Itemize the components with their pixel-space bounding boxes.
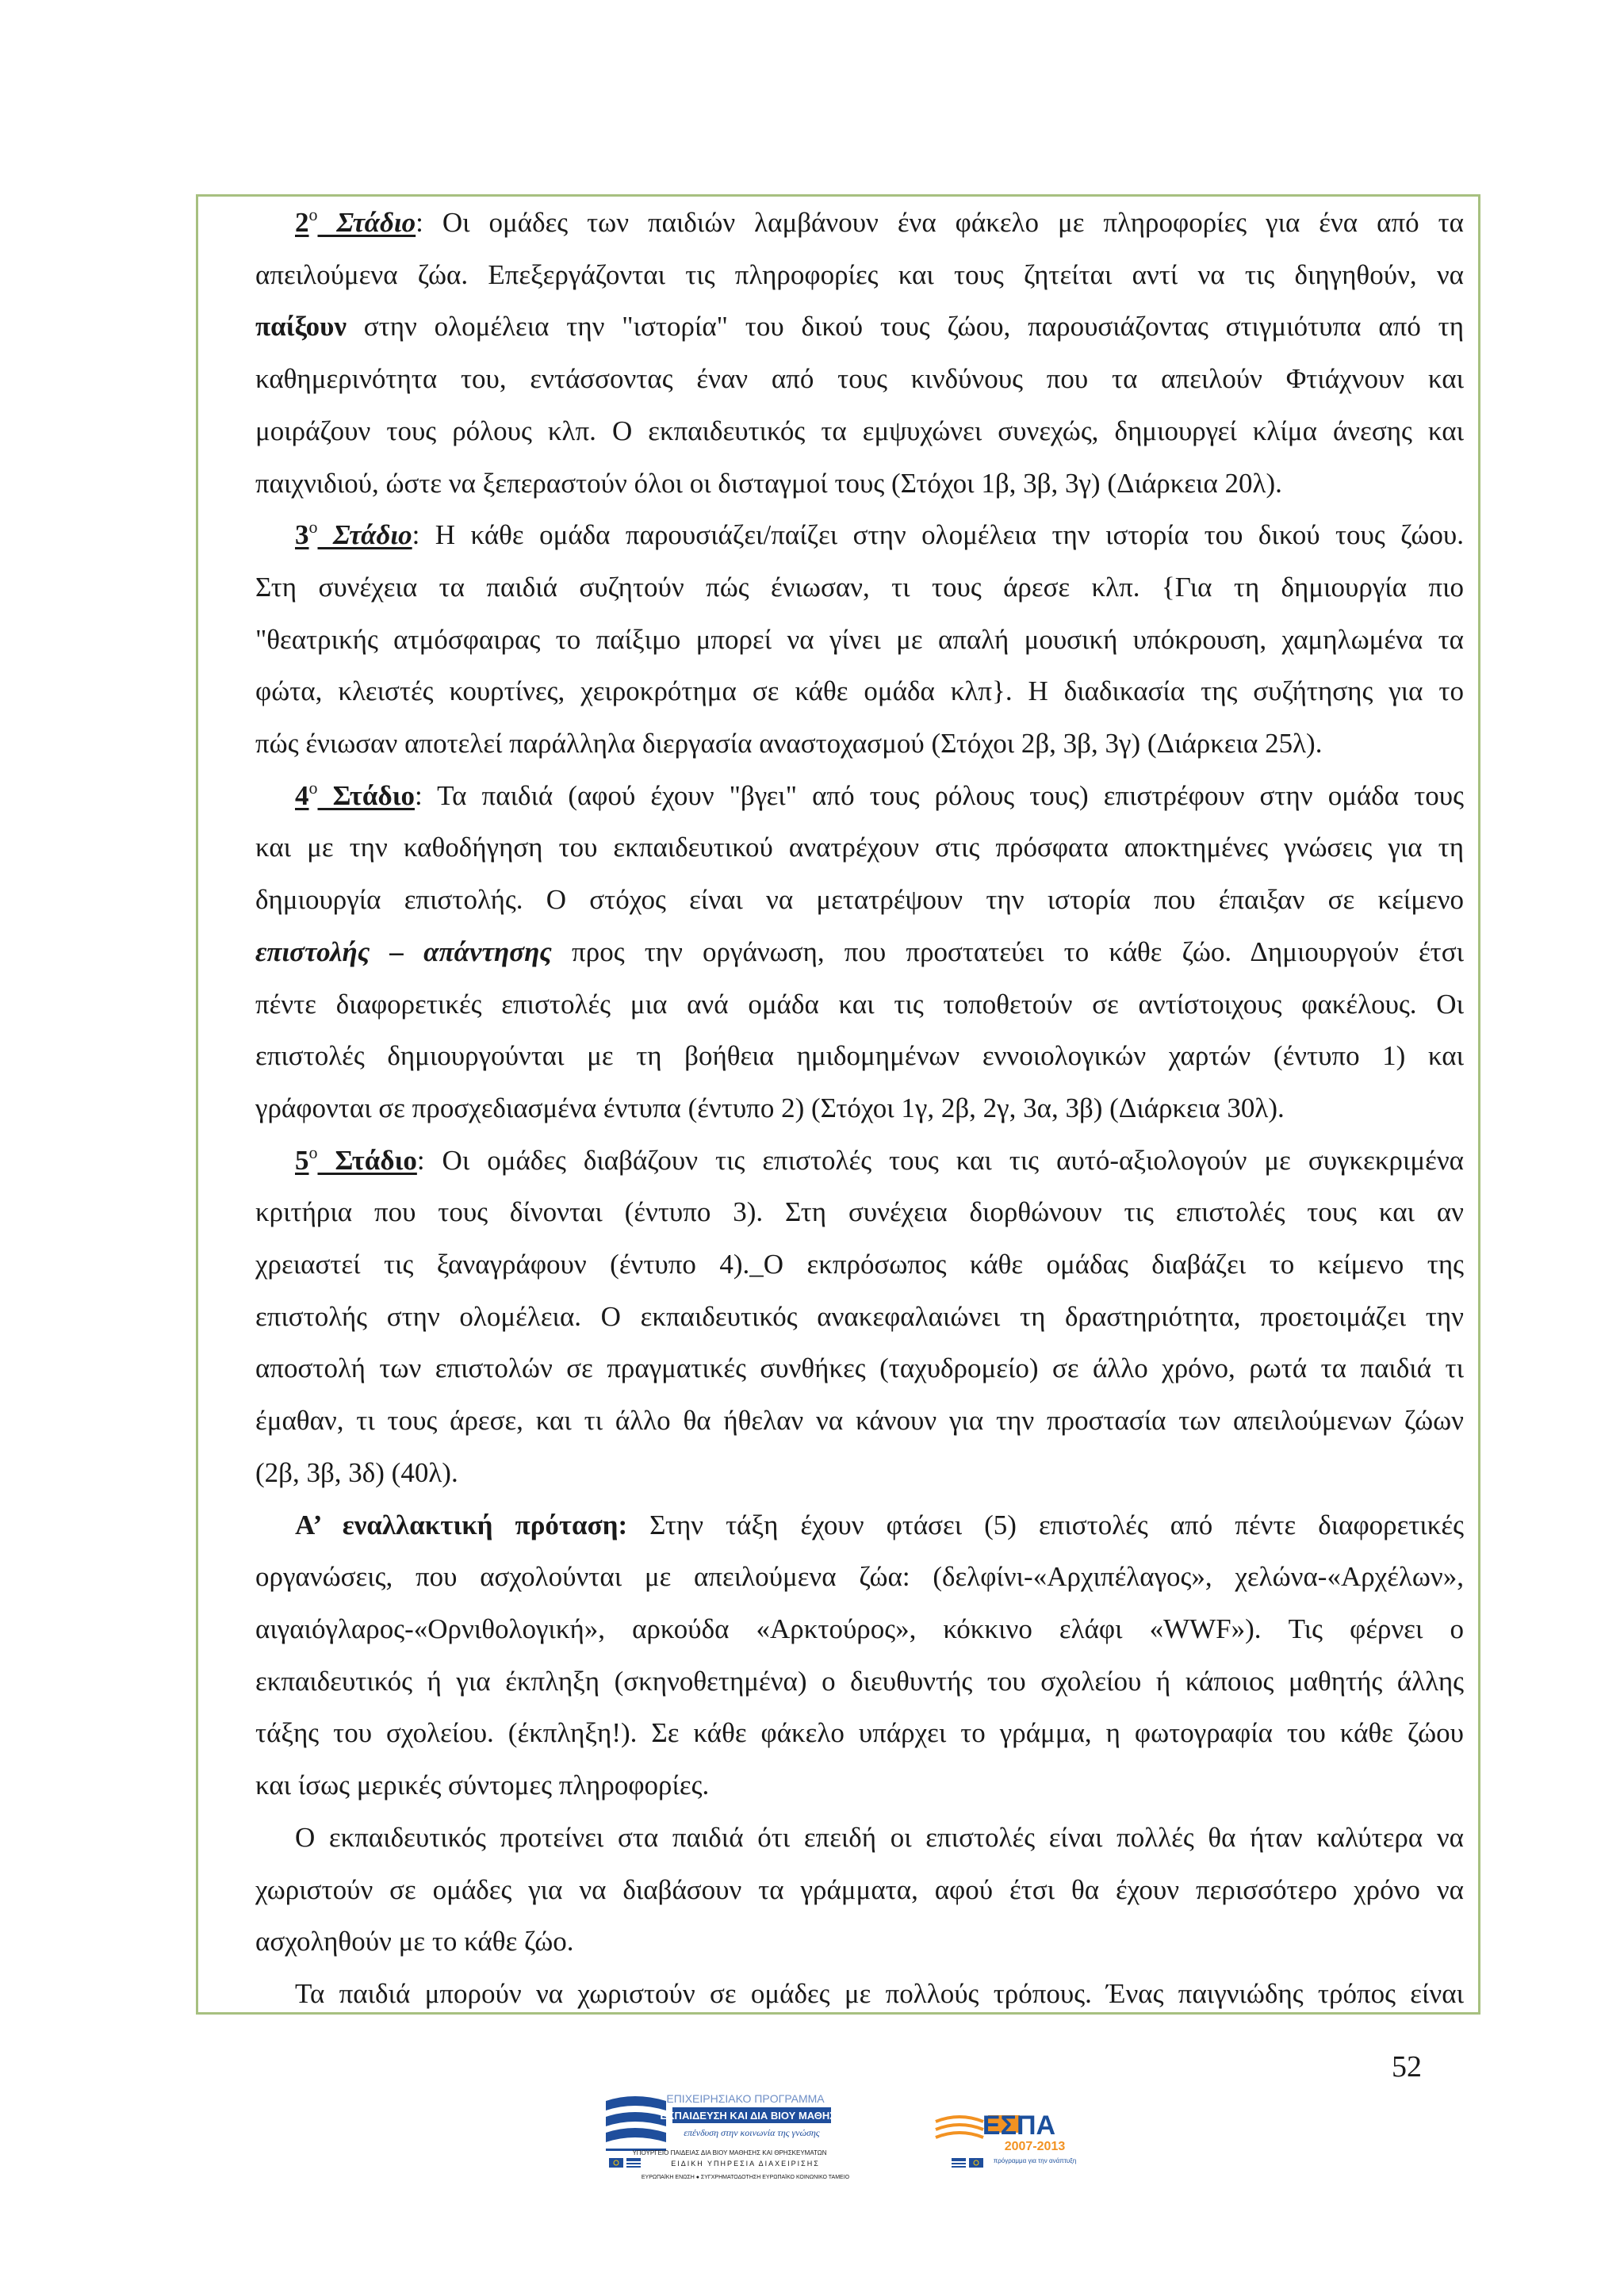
text-line bbox=[255, 1499, 1464, 1552]
text-line bbox=[255, 1291, 1464, 1343]
body-text: καθημερινότητα του, εντάσσοντας έναν από τους κινδύνους που τα απειλούν Φτιάχνουν και bbox=[255, 363, 1464, 395]
text-line bbox=[255, 1551, 1464, 1603]
body-text: δημιουργία επιστολής. Ο στόχος είναι να μετατρέψουν την ιστορία που έπαιξαν σε κείμενο bbox=[255, 884, 1464, 916]
content-frame bbox=[196, 194, 1480, 2015]
text-line bbox=[255, 926, 1464, 978]
text-line bbox=[255, 300, 1464, 353]
espa-tagline: πρόγραμμα για την ανάπτυξη bbox=[993, 2157, 1077, 2164]
body-text: έμαθαν, τι τους άρεσε, και τι άλλο θα ήθελαν να κάνουν για την προστασία των απειλούμενων ζώων bbox=[255, 1405, 1464, 1437]
greek-flag-icon bbox=[626, 2158, 641, 2168]
text-line bbox=[255, 457, 1464, 510]
body-text: Στη συνέχεια τα παιδιά συζητούν πώς ένιωσαν, τι τους άρεσε κλπ. {Για τη δημιουργία πιο bbox=[255, 571, 1464, 603]
styled-text: 4 bbox=[295, 779, 309, 811]
styled-text: Στάδιο bbox=[317, 519, 412, 551]
text-line bbox=[255, 1812, 1464, 1864]
page-number: 52 bbox=[1392, 2050, 1422, 2084]
text-line bbox=[255, 1342, 1464, 1395]
body-text: χωριστούν σε ομάδες για να διαβάσουν τα γράμματα, αφού έτσι θα έχουν περισσότερο χρόνο να bbox=[255, 1873, 1464, 1905]
body-text: "θεατρικής ατμόσφαιρας το παίξιμο μπορεί να γίνει με απαλή μουσική υπόκρουση, χαμηλωμένα τα bbox=[255, 623, 1464, 655]
body-text: Στην τάξη έχουν φτάσει (5) επιστολές από πέντε διαφορετικές bbox=[627, 1509, 1464, 1540]
body-text: ασχοληθούν με το κάθε ζώο. bbox=[255, 1926, 574, 1957]
styled-text: ο bbox=[308, 777, 318, 798]
text-line bbox=[255, 509, 1464, 561]
body-text: : Τα παιδιά (αφού έχουν "βγει" από τους ρόλους τους) επιστρέφουν στην ομάδα τους bbox=[414, 779, 1464, 811]
text-line bbox=[255, 1135, 1464, 1187]
paragraph-p4 bbox=[255, 1135, 1464, 1499]
body-text: : Οι ομάδες των παιδιών λαμβάνουν ένα φάκελο με πληροφορίες για ένα από τα bbox=[416, 207, 1464, 238]
body-text: τάξης του σχολείου. (έκπληξη!). Σε κάθε φάκελο υπάρχει το γράμμα, η φωτογραφία του κάθε ζώου bbox=[255, 1717, 1464, 1749]
text-line bbox=[255, 1238, 1464, 1291]
body-text: χρειαστεί τις ξαναγράφουν (έντυπο 4)._Ο εκπρόσωπος κάθε ομάδας διαβάζει το κείμενο της bbox=[255, 1249, 1464, 1280]
body-text: αιγαιόγλαρος-«Ορνιθολογική», αρκούδα «Αρκτούρος», κόκκινο ελάφι «WWF»). Τις φέρνει ο bbox=[255, 1613, 1464, 1644]
text-line bbox=[255, 1707, 1464, 1759]
paragraph-p2 bbox=[255, 509, 1464, 770]
styled-text: ο bbox=[308, 1142, 318, 1162]
body-text: απειλούμενα ζώα. Επεξεργάζονται τις πληροφορίες και τους ζητείται αντί να τις διηγηθούν, να bbox=[255, 258, 1464, 290]
text-line bbox=[255, 1186, 1464, 1238]
body-text: μοιράζουν τους ρόλους κλπ. Ο εκπαιδευτικός τα εμψυχώνει συνεχώς, δημιουργεί κλίμα άνεσης και bbox=[255, 415, 1464, 446]
body-text: κριτήρια που τους δίνονται (έντυπο 3). Στη συνέχεια διορθώνουν τις επιστολές τους και αν bbox=[255, 1196, 1464, 1228]
body-text: Ο εκπαιδευτικός προτείνει στα παιδιά ότι επειδή οι επιστολές είναι πολλές θα ήταν καλύτερα να bbox=[295, 1821, 1464, 1853]
body-text: οργανώσεις, που ασχολούνται με απειλούμενα ζώα: (δελφίνι-«Αρχιπέλαγος», χελώνα-«Αρχέλων», bbox=[255, 1561, 1464, 1593]
body-text: και ίσως μερικές σύντομες πληροφορίες. bbox=[255, 1770, 710, 1801]
eu-flag-icon-right bbox=[969, 2158, 983, 2168]
espa-years: 2007-2013 bbox=[1004, 2140, 1066, 2153]
text-line bbox=[255, 1915, 1464, 1968]
logo-left-title-line2: ΕΚΠΑΙΔΕΥΣΗ ΚΑΙ ΔΙΑ ΒΙΟΥ ΜΑΘΗΣΗ bbox=[660, 2110, 844, 2122]
styled-text: ο bbox=[308, 205, 318, 224]
greek-flag-icon-right bbox=[952, 2158, 966, 2168]
styled-text: Στάδιο bbox=[317, 207, 416, 238]
body-text: γράφονται σε προσχεδιασμένα έντυπα (έντυπο 2) (Στόχοι 1γ, 2β, 2γ, 3α, 3β) (Διάρκεια 30λ). bbox=[255, 1092, 1285, 1123]
body-text: φώτα, κλειστές κουρτίνες, χειροκρότημα σε κάθε ομάδα κλπ}. Η διαδικασία της συζήτησης για το bbox=[255, 675, 1464, 707]
text-line bbox=[255, 770, 1464, 822]
espa-title: ΕΣΠΑ bbox=[982, 2110, 1056, 2141]
body-text: : Η κάθε ομάδα παρουσιάζει/παίζει στην ολομέλεια την ιστορία του δικού τους ζώου. bbox=[412, 519, 1464, 551]
body-text: προς την οργάνωση, που προστατεύει το κάθε ζώο. Δημιουργούν έτσι bbox=[551, 936, 1464, 967]
eu-flag-icon bbox=[609, 2158, 623, 2168]
logo-left-eu-line: ΕΥΡΩΠΑΪΚΗ ΕΝΩΣΗ ● ΣΥΓΧΡΗΜΑΤΟΔΟΤΗΣΗ ΕΥΡΩΠΑΪΚΟ ΚΟΙΝΩΝΙΚΟ ΤΑΜΕΙΟ bbox=[641, 2175, 850, 2180]
text-line bbox=[255, 1395, 1464, 1447]
logo-left-ministry-line: ΥΠΟΥΡΓΕΙΟ ΠΑΙΔΕΙΑΣ ΔΙΑ ΒΙΟΥ ΜΑΘΗΣΗΣ ΚΑΙ ΘΡΗΣΚΕΥΜΑΤΩΝ bbox=[632, 2149, 827, 2156]
styled-text: 5 bbox=[295, 1144, 309, 1176]
text-line bbox=[255, 821, 1464, 874]
paragraph-p5 bbox=[255, 1499, 1464, 1812]
body-text: επιστολής στην ολομέλεια. Ο εκπαιδευτικός ανακεφαλαιώνει τη δραστηριότητα, προετοιμάζει την bbox=[255, 1300, 1464, 1332]
text-line bbox=[255, 405, 1464, 457]
body-text: πέντε διαφορετικές επιστολές μια ανά ομάδα και τις τοποθετούν σε αντίστοιχους φακέλους. Οι bbox=[255, 988, 1464, 1020]
paragraph-p3 bbox=[255, 770, 1464, 1135]
text-line bbox=[255, 718, 1464, 770]
text-line bbox=[255, 874, 1464, 926]
paragraph-p6 bbox=[255, 1812, 1464, 1968]
body-text: : Οι ομάδες διαβάζουν τις επιστολές τους και τις αυτό-αξιολογούν με συγκεκριμένα bbox=[416, 1144, 1464, 1176]
text-line bbox=[255, 1030, 1464, 1082]
logo-left-agency-line: ΕΙΔΙΚΗ ΥΠΗΡΕΣΙΑ ΔΙΑΧΕΙΡΙΣΗΣ bbox=[671, 2160, 820, 2168]
body-text: πώς ένιωσαν αποτελεί παράλληλα διεργασία αναστοχασμού (Στόχοι 2β, 3β, 3γ) (Διάρκεια 25λ). bbox=[255, 728, 1323, 760]
styled-text: Στάδιο bbox=[317, 779, 415, 811]
logo-left-title-line1: ΕΠΙΧΕΙΡΗΣΙΑΚΟ ΠΡΟΓΡΑΜΜΑ bbox=[666, 2092, 825, 2105]
paragraph-p7 bbox=[255, 1968, 1464, 2020]
text-line bbox=[255, 249, 1464, 301]
text-line bbox=[255, 1968, 1464, 2020]
text-line bbox=[255, 353, 1464, 405]
styled-text: Στάδιο bbox=[317, 1144, 417, 1176]
styled-text: Α’ εναλλακτική πρόταση: bbox=[295, 1509, 628, 1540]
text-line bbox=[255, 665, 1464, 718]
text-line bbox=[255, 1082, 1464, 1135]
logo-left-slogan: επένδυση στην κοινωνία της γνώσης bbox=[684, 2127, 820, 2138]
text-line bbox=[255, 1655, 1464, 1708]
body-text: στην ολομέλεια την "ιστορία" του δικού τους ζώου, παρουσιάζοντας στιγμιότυπα από τη bbox=[346, 311, 1464, 342]
styled-text: ο bbox=[308, 517, 318, 538]
body-text: και με την καθοδήγηση του εκπαιδευτικού ανατρέχουν στις πρόσφατα αποκτημένες γνώσεις για τη bbox=[255, 832, 1464, 863]
text-line bbox=[255, 614, 1464, 666]
styled-text: 2 bbox=[295, 207, 309, 238]
body-text: παιχνιδιού, ώστε να ξεπεραστούν όλοι οι δισταγμοί τους (Στόχοι 1β, 3β, 3γ) (Διάρκεια 20λ). bbox=[255, 467, 1282, 499]
document-body bbox=[255, 197, 1464, 2020]
body-text: (2β, 3β, 3δ) (40λ). bbox=[255, 1456, 458, 1488]
styled-text: παίξουν bbox=[255, 311, 347, 342]
text-line bbox=[255, 1447, 1464, 1499]
styled-text: 3 bbox=[295, 519, 309, 551]
text-line bbox=[255, 1759, 1464, 1812]
paragraph-p1 bbox=[255, 197, 1464, 509]
body-text: Τα παιδιά μπορούν να χωριστούν σε ομάδες με πολλούς τρόπους. Ένας παιγνιώδης τρόπος είναι bbox=[295, 1977, 1464, 2009]
footer-logos bbox=[603, 2087, 1078, 2198]
body-text: επιστολές δημιουργούνται με τη βοήθεια ημιδομημένων εννοιολογικών χαρτών (έντυπο 1) και bbox=[255, 1040, 1464, 1072]
text-line bbox=[255, 561, 1464, 614]
text-line bbox=[255, 1603, 1464, 1655]
body-text: εκπαιδευτικός ή για έκπληξη (σκηνοθετημένα) ο διευθυντής του σχολείου ή κάποιος μαθητής άλλης bbox=[255, 1665, 1464, 1697]
body-text: αποστολή των επιστολών σε πραγματικές συνθήκες (ταχυδρομείο) σε άλλο χρόνο, ρωτά τα παιδιά τι bbox=[255, 1353, 1464, 1384]
text-line bbox=[255, 978, 1464, 1031]
text-line bbox=[255, 1864, 1464, 1916]
greek-flag-wave-logo bbox=[606, 2096, 666, 2151]
text-line bbox=[255, 197, 1464, 249]
styled-text: επιστολής – απάντησης bbox=[255, 936, 552, 967]
